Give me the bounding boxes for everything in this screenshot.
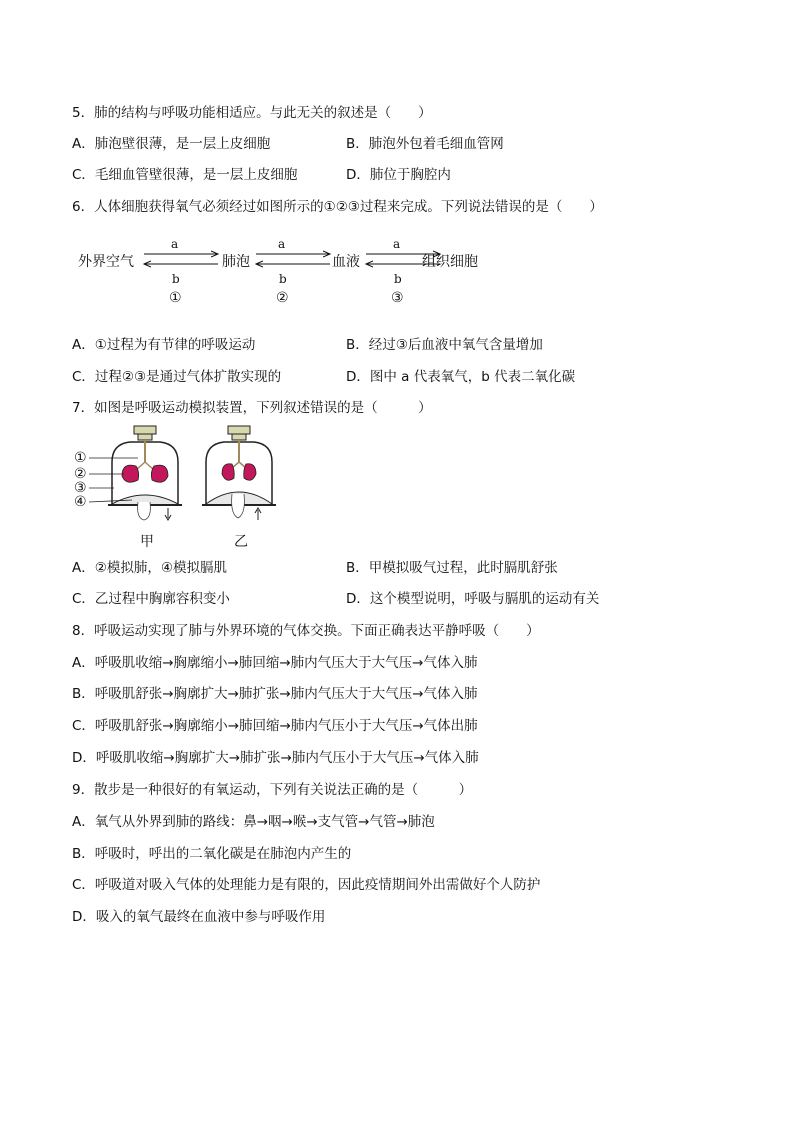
q7-option-a[interactable]: A．②模拟肺，④模拟膈肌 <box>72 560 227 576</box>
label-b-3: b <box>394 272 402 286</box>
q8-option-a[interactable]: A．呼吸肌收缩→胸廓缩小→肺回缩→肺内气压大于大气压→气体入肺 <box>72 655 478 671</box>
jar-jia <box>108 426 182 520</box>
node-alveoli: 肺泡 <box>222 254 250 270</box>
step-3: ③ <box>391 290 404 306</box>
lung-right <box>151 465 168 482</box>
caption-jia: 甲 <box>140 534 154 550</box>
label-2: ② <box>74 466 87 482</box>
q5-stem: 5．肺的结构与呼吸功能相适应。与此无关的叙述是（ ） <box>72 105 432 121</box>
q6-stem: 6．人体细胞获得氧气必须经过如图所示的①②③过程来完成。下列说法错误的是（ ） <box>72 199 603 215</box>
q9-stem: 9．散步是一种很好的有氧运动，下列有关说法正确的是（ ） <box>72 782 473 798</box>
lung-left-small <box>222 464 234 481</box>
q8-option-c[interactable]: C．呼吸肌舒张→胸廓缩小→肺回缩→肺内气压小于大气压→气体出肺 <box>72 718 478 734</box>
q5-option-b[interactable]: B．肺泡外包着毛细血管网 <box>346 136 504 152</box>
node-outside-air: 外界空气 <box>78 254 134 270</box>
q5-option-d[interactable]: D．肺位于胸腔内 <box>346 167 451 183</box>
node-blood: 血液 <box>332 254 360 270</box>
label-b-1: b <box>172 272 180 286</box>
q9-option-c[interactable]: C．呼吸道对吸入气体的处理能力是有限的，因此疫情期间外出需做好个人防护 <box>72 877 541 893</box>
label-b-2: b <box>279 272 287 286</box>
q6-option-c[interactable]: C．过程②③是通过气体扩散实现的 <box>72 369 282 385</box>
q6-option-d[interactable]: D．图中 a 代表氧气，b 代表二氧化碳 <box>346 369 576 385</box>
q7-stem: 7．如图是呼吸运动模拟装置，下列叙述错误的是（ ） <box>72 400 432 416</box>
caption-yi: 乙 <box>234 534 248 550</box>
q7-option-d[interactable]: D．这个模型说明，呼吸与膈肌的运动有关 <box>346 591 600 607</box>
label-1: ① <box>74 450 87 466</box>
q6-option-a[interactable]: A．①过程为有节律的呼吸运动 <box>72 337 256 353</box>
label-4: ④ <box>74 494 87 510</box>
q9-option-d[interactable]: D．吸入的氧气最终在血液中参与呼吸作用 <box>72 909 326 925</box>
step-1: ① <box>169 290 182 306</box>
lung-right-small <box>244 464 256 481</box>
step-2: ② <box>276 290 289 306</box>
q6-option-b[interactable]: B．经过③后血液中氧气含量增加 <box>346 337 543 353</box>
q7-option-b[interactable]: B．甲模拟吸气过程，此时膈肌舒张 <box>346 560 558 576</box>
label-3: ③ <box>74 480 87 496</box>
label-a-2: a <box>278 237 286 251</box>
q8-stem: 8．呼吸运动实现了肺与外界环境的气体交换。下面正确表达平静呼吸（ ） <box>72 623 540 639</box>
q8-option-d[interactable]: D．呼吸肌收缩→胸廓扩大→肺扩张→肺内气压小于大气压→气体入肺 <box>72 750 479 766</box>
q6-gas-exchange-diagram <box>72 232 532 310</box>
label-a-3: a <box>393 237 401 251</box>
label-a-1: a <box>171 237 179 251</box>
q5-option-c[interactable]: C．毛细血管壁很薄，是一层上皮细胞 <box>72 167 298 183</box>
q7-breathing-model-figure <box>72 422 292 554</box>
q7-option-c[interactable]: C．乙过程中胸廓容积变小 <box>72 591 230 607</box>
node-tissue-cells: 组织细胞 <box>422 254 478 270</box>
jar-yi <box>202 426 276 520</box>
lung-left <box>122 465 139 482</box>
q8-option-b[interactable]: B．呼吸肌舒张→胸廓扩大→肺扩张→肺内气压大于大气压→气体入肺 <box>72 686 478 702</box>
q5-option-a[interactable]: A．肺泡壁很薄，是一层上皮细胞 <box>72 136 271 152</box>
q9-option-a[interactable]: A．氧气从外界到肺的路线：鼻→咽→喉→支气管→气管→肺泡 <box>72 814 435 830</box>
q9-option-b[interactable]: B．呼吸时，呼出的二氧化碳是在肺泡内产生的 <box>72 846 352 862</box>
